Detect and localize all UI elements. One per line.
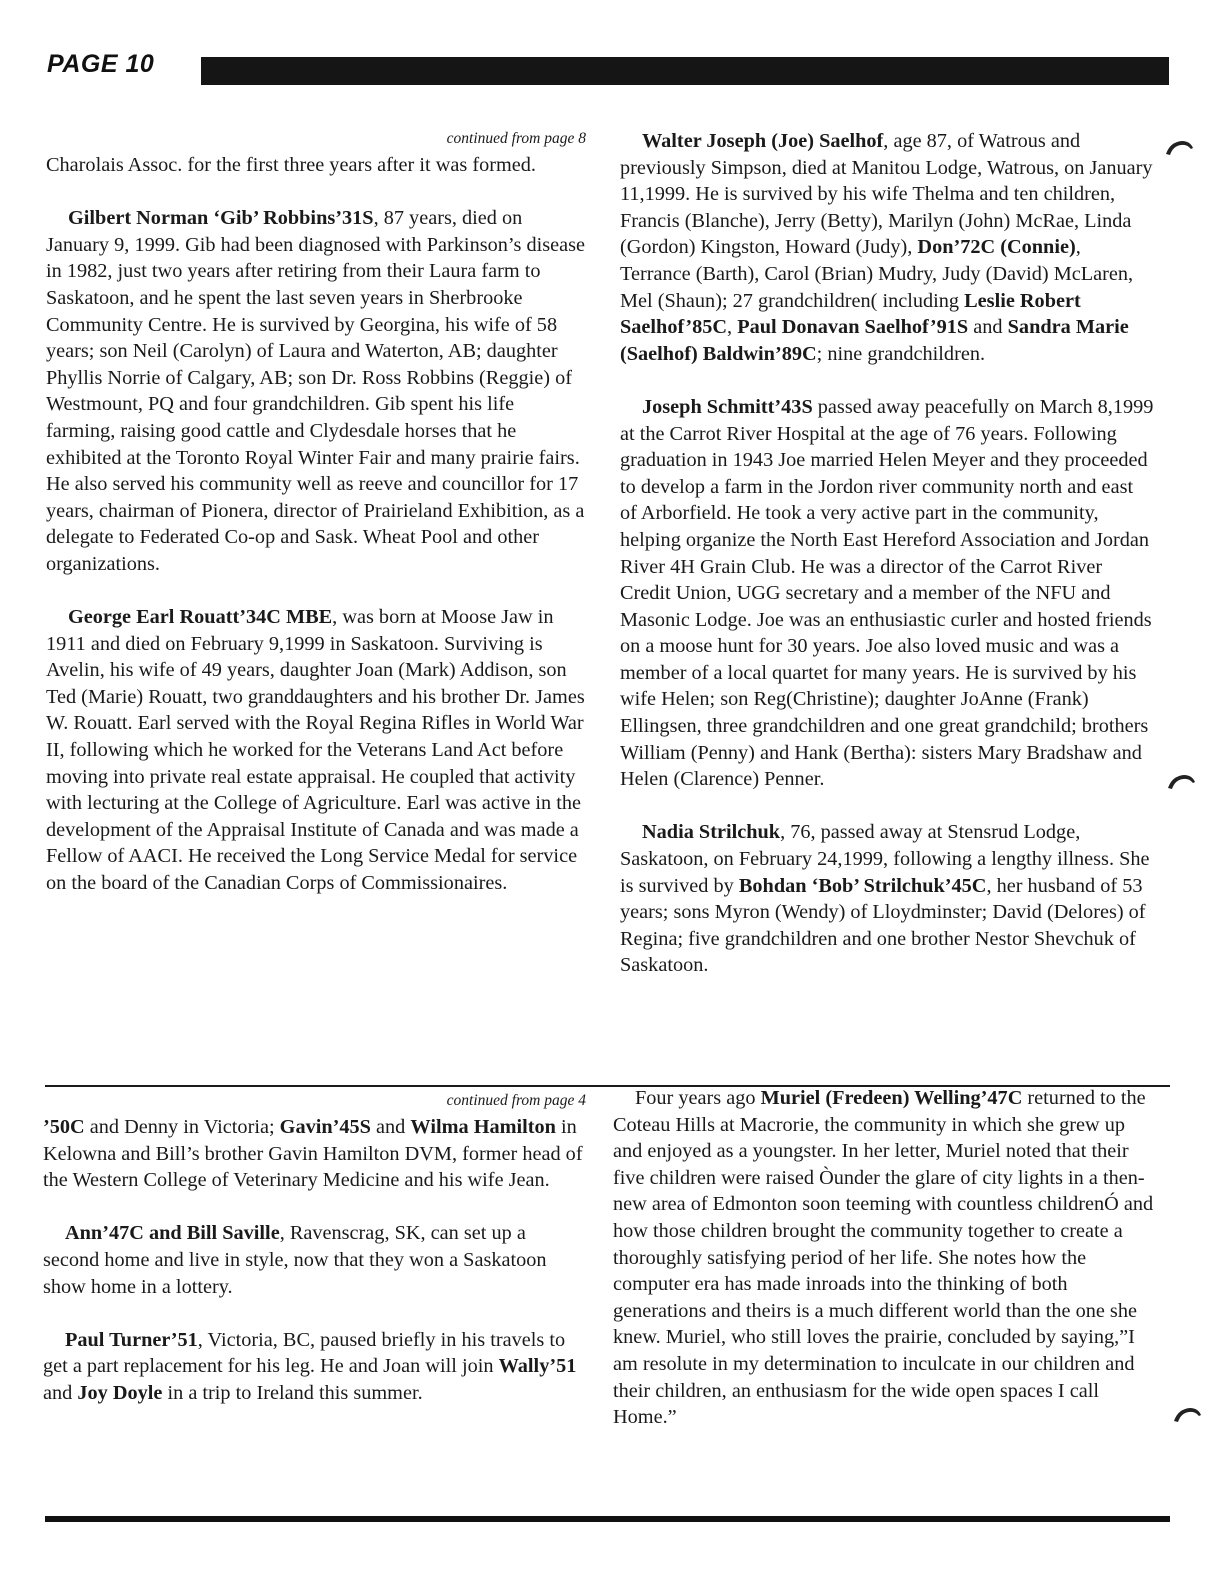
text: Four years ago: [635, 1087, 761, 1109]
name: Gilbert Norman ‘Gib’ Robbins’31S: [68, 207, 374, 230]
header-bar: [201, 57, 1169, 85]
binder-hole-icon: [1172, 1405, 1202, 1423]
text: returned to the Coteau Hills at Macrorie, the community in which she grew up and enjoyed as a youngster. In her letter, Muriel noted that their five children were raised Òunder the glare of city lights in a then-new area of Edmonton soon teeming with countless childrenÓ and how those children brought the community together to create a thoroughly satisfying period of her life. She notes how the computer era has made inroads into the thinking of both generations and theirs is a much different world than the one she knew. Muriel, who still loves the prairie, concluded by saying,”I am resolute in my determination to inculcate in our children and their children, an enthusiasm for the wide open spaces I call Home.”: [613, 1087, 1154, 1429]
news-welling: [613, 1085, 1158, 1431]
name: ’50C: [43, 1116, 85, 1138]
text: in Kelowna and Bill’s brother Gavin Hamilton DVM, former head of the Western College of Veterinary Medicine and his wife Jean.: [43, 1116, 583, 1192]
name: Bohdan ‘Bob’ Strilchuk’45C: [738, 874, 987, 897]
name: Paul Turner’51: [65, 1328, 198, 1351]
name: Nadia Strilchuk: [642, 821, 781, 844]
text: and: [43, 1381, 78, 1404]
text: , was born at Moose Jaw in 1911 and died on February 9,1999 in Saskatoon. Surviving is Avelin, his wife of 49 years, daughter Joan (Mark) Addison, son Ted (Marie) Rouatt, two granddaughters and his brother Dr. James W. Rouatt. Earl served with the Royal Regina Rifles in World War II, following which he worked for the Veterans Land Act before moving into private real estate appraisal. He coupled that activity with lecturing at the College of Agriculture. Earl was active in the development of the Appraisal Institute of Canada and was made a Fellow of AACI. He received the Long Service Medal for service on the board of the Canadian Corps of Commissionaires.: [46, 606, 585, 895]
text: , Victoria, BC, paused briefly in his travels to get a part replacement for his leg. He and Joan will join: [43, 1328, 566, 1378]
name: Joseph Schmitt’43S: [642, 395, 813, 418]
top-right-column: [620, 128, 1155, 1006]
text: , 76, passed away at Stensrud Lodge, Saskatoon, on February 24,1999, following a lengthy illness. She is survived by: [620, 821, 1150, 897]
bottom-left-column: [43, 1090, 586, 1433]
continued-note: continued from page 4: [446, 1092, 586, 1109]
text: and: [370, 1116, 411, 1138]
text: ; nine grandchildren.: [816, 342, 986, 365]
news-saville: [43, 1220, 586, 1300]
top-left-column: [46, 128, 586, 923]
text: , age 87, of Watrous and previously Simpson, died at Manitou Lodge, Watrous, on January 11,1999. He is survived by his wife Thelma and ten children, Francis (Blanche), Jerry (Betty), Marilyn (John) McRae, Linda (Gordon) Kingston, Howard (Judy),: [620, 130, 1153, 259]
name: George Earl Rouatt’34C MBE: [68, 606, 333, 629]
text: and: [968, 316, 1008, 339]
text: , Terrance (Barth), Carol (Brian) Mudry, Judy (David) McLaren, Mel (Shaun); 27 grandchildren( including: [620, 236, 1134, 312]
page-number: PAGE 10: [47, 50, 155, 78]
binder-hole-icon: [1164, 138, 1194, 156]
obituary-saelhof: [620, 128, 1155, 367]
text: , her husband of 53 years; sons Myron (Wendy) of Lloydminster; David (Delores) of Regina; five grandchildren and one brother Nestor Shevchuk of Saskatoon.: [620, 874, 1146, 977]
obituary-schmitt: [620, 394, 1155, 793]
news-turner: [43, 1327, 586, 1407]
text: passed away peacefully on March 8,1999 at the Carrot River Hospital at the age of 76 years. Following graduation in 1943 Joe married Helen Meyer and they proceeded to develop a farm in the Jordon river community north and east of Arborfield. He took a very active part in the community, helping organize the North East Hereford Association and Jordan River 4H Grain Club. He was a director of the Carrot River Credit Union, UGG secretary and a member of the NFU and Masonic Lodge. Joe was an enthusiastic curler and hosted friends on a moose hunt for 30 years. Joe also loved music and was a member of a local quartet for many years. He is survived by his wife Helen; son Reg(Christine); daughter JoAnne (Frank) Ellingsen, three grandchildren and one great grandchild; brothers William (Penny) and Hank (Bertha): sisters Mary Bradshaw and Helen (Clarence) Penner.: [620, 395, 1154, 791]
paragraph: Charolais Assoc. for the first three years after it was formed.: [46, 154, 536, 176]
news-hamilton: [43, 1114, 586, 1194]
obituary-strilchuk: [620, 819, 1155, 979]
name: Sandra Marie (Saelhof) Baldwin’89C: [620, 316, 1129, 365]
text: , 87 years, died on January 9, 1999. Gib had been diagnosed with Parkinson’s disease in 1982, just two years after retiring from their Laura farm to Saskatoon, and he spent the last seven years in Sherbrooke Community Centre. He is survived by Georgina, his wife of 58 years; son Neil (Carolyn) of Laura and Waterton, AB; daughter Phyllis Norrie of Calgary, AB; son Dr. Ross Robbins (Reggie) of Westmount, PQ and four grandchildren. Gib spent his life farming, raising good cattle and Clydesdale horses that he exhibited at the Toronto Royal Winter Fair and many prairie fairs. He also served his community well as reeve and councillor for 17 years, chairman of Pionera, director of Prairieland Exhibition, as a delegate to Federated Co-op and Sask. Wheat Pool and other organizations.: [46, 207, 586, 575]
bottom-right-column: [613, 1085, 1158, 1457]
obituary-rouatt: [46, 604, 586, 897]
text: ,: [727, 316, 738, 339]
name: Walter Joseph (Joe) Saelhof: [642, 130, 884, 152]
text: in a trip to Ireland this summer.: [162, 1381, 423, 1404]
obituary-robbins: [46, 205, 586, 577]
name: Paul Donavan Saelhof’91S: [737, 316, 969, 339]
name: Wally’51: [498, 1355, 577, 1378]
name: Don’72C (Connie): [917, 236, 1076, 259]
continued-note: continued from page 8: [446, 130, 586, 147]
name: Muriel (Fredeen) Welling’47C: [760, 1087, 1023, 1109]
text: and Denny in Victoria;: [84, 1116, 280, 1138]
text: , Ravenscrag, SK, can set up a second home and live in style, now that they won a Saskatoon show home in a lottery.: [43, 1222, 547, 1298]
name: Leslie Robert Saelhof’85C: [620, 289, 1081, 339]
name: Gavin’45S: [279, 1116, 371, 1138]
name: Ann’47C and Bill Saville: [65, 1222, 280, 1245]
name: Wilma Hamilton: [410, 1116, 556, 1138]
footer-rule: [45, 1516, 1170, 1522]
name: Joy Doyle: [77, 1381, 163, 1404]
binder-hole-icon: [1166, 772, 1196, 790]
